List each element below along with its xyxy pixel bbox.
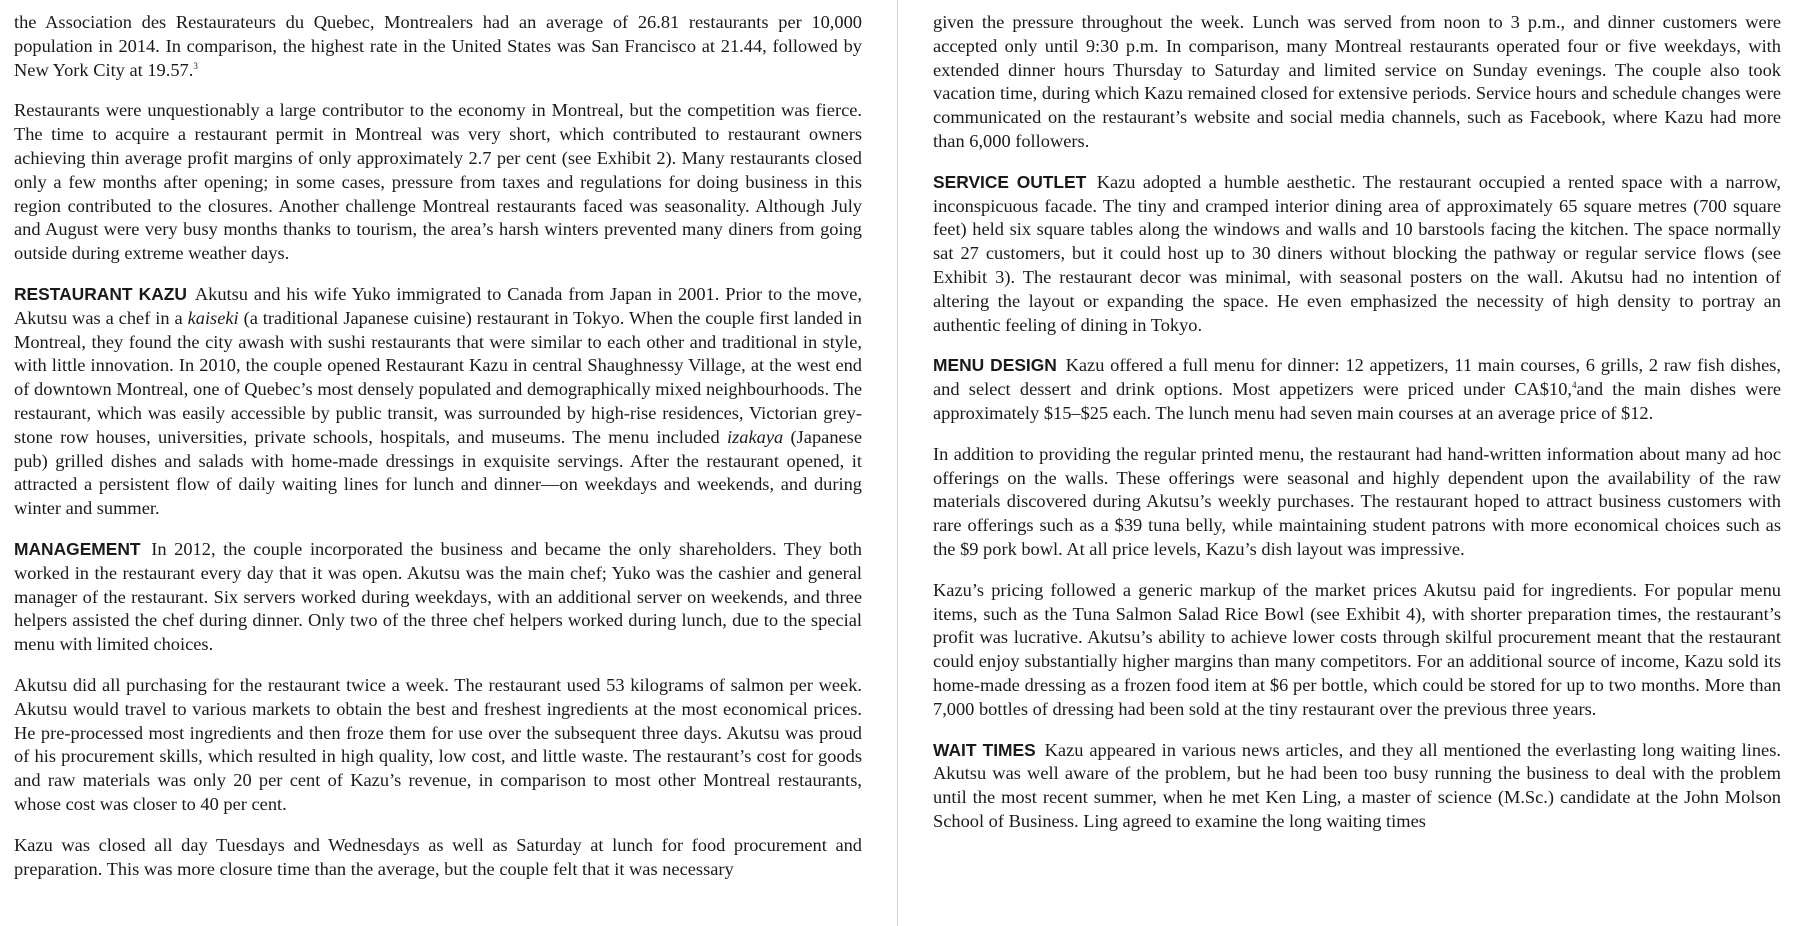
paragraph-purchasing: Akutsu did all purchasing for the restaurant twice a week. The restaurant used 53 kilograms of salmon per week. Akutsu would travel to various markets to obtain the best and freshest ingredients at the most economical prices. He pre-processed most ingredients and then froze them for use over the subsequent three days. Akutsu was proud of his procurement skills, which resulted in high quality, low cost, and little waste. The restaurant’s cost for goods and raw materials was only 20 per cent of Kazu’s revenue, in comparison to most other Montreal restaurants, whose cost was closer to 40 per cent. (14, 674, 862, 814)
left-column (14, 11, 862, 898)
paragraph-service-hours: given the pressure throughout the week. Lunch was served from noon to 3 p.m., and dinner customers were accepted only until 9:30 p.m. In comparison, many Montreal restaurants operated four or five weekdays, with extended dinner hours Thursday to Saturday and limited service on Sunday evenings. The couple also took vacation time, during which Kazu remained closed for extensive periods. Service hours and schedule changes were communicated on the restaurant’s website and social media channels, such as Facebook, where Kazu had more than 6,000 followers. (933, 12, 1781, 151)
column-divider (897, 0, 898, 926)
section-heading: MANAGEMENT (14, 538, 141, 559)
paragraph-text: (a traditional Japanese cuisine) restaurant in Tokyo. When the couple first landed in Montreal, they found the city awash with sushi restaurants that were similar to each other and traditional in style, with little innovation. In 2010, the couple opened Restaurant Kazu in central Shaughnessy Village, at the west end of downtown Montreal, one of Quebec’s most densely populated and demographically mixed neighbourhoods. The restaurant, which was easily accessible by public transit, was surrounded by high-rise residences, Victorian grey-stone row houses, universities, private schools, hospitals, and museums. The menu included (14, 307, 862, 447)
italic-term: kaiseki (187, 307, 239, 328)
section-management (14, 538, 862, 657)
paragraph-handwritten-offerings: In addition to providing the regular printed menu, the restaurant had hand-written information about many ad hoc offerings on the walls. These offerings were seasonal and highly dependent upon the availability of the raw materials discovered during Akutsu’s weekly purchases. The restaurant hoped to attract business customers with rare offerings such as a $39 tuna belly, while maintaining student patrons with more economical choices such as the $9 pork bowl. At all price levels, Kazu’s dish layout was impressive. (933, 443, 1781, 559)
section-heading: MENU DESIGN (933, 355, 1057, 376)
section-heading: SERVICE OUTLET (933, 171, 1087, 192)
paragraph-text: (Japanese pub) grilled dishes and salads with home-made dressings in exquisite servings. After the restaurant opened, it attracted a persistent flow of daily waiting lines for lunch and dinner—on weekdays and weekends, and during winter and summer. (14, 426, 862, 519)
paragraph-text: In 2012, the couple incorporated the business and became the only shareholders. They both worked in the restaurant every day that it was open. Akutsu was the main chef; Yuko was the cashier and general manager of the restaurant. Six servers worked during weekdays, with an additional server on weekends, and three helpers assisted the chef during dinner. Only two of the three chef helpers worked during lunch, due to the special menu with limited choices. (14, 538, 862, 655)
section-heading: RESTAURANT KAZU (14, 283, 187, 304)
paragraph-pricing: Kazu’s pricing followed a generic markup of the market prices Akutsu paid for ingredients. For popular menu items, such as the Tuna Salmon Salad Rice Bowl (see Exhibit 4), with shorter preparation times, the restaurant’s profit was lucrative. Akutsu’s ability to achieve lower costs through skilful procurement meant that the restaurant could enjoy substantially higher margins than many competitors. For an additional source of income, Kazu sold its home-made dressing as a frozen food item at $6 per bottle, which could be stored for up to two months. More than 7,000 bottles of dressing had been sold at the tiny restaurant over the previous three years. (933, 579, 1781, 719)
section-heading: WAIT TIMES (933, 739, 1036, 760)
right-column (933, 11, 1781, 851)
section-menu-design (933, 354, 1781, 425)
paragraph-text: Kazu appeared in various news articles, and they all mentioned the everlasting long waiting lines. Akutsu was well aware of the problem, but he had been too busy running the business to deal with the problem until the most recent summer, when he met Ken Ling, a master of science (M.Sc.) candidate at the John Molson School of Business. Ling agreed to examine the long waiting times (933, 739, 1781, 831)
paragraph-competition: Restaurants were unquestionably a large contributor to the economy in Montreal, but the competition was fierce. The time to acquire a restaurant permit in Montreal was very short, which contributed to restaurant owners achieving thin average profit margins of only approximately 2.7 per cent (see Exhibit 2). Many restaurants closed only a few months after opening; in some cases, pressure from taxes and regulations for doing business in this region contributed to the closures. Another challenge Montreal restaurants faced was seasonality. Although July and August were very busy months thanks to tourism, the area’s harsh winters prevented many diners from going outside during extreme weather days. (14, 100, 862, 264)
footnote-marker[interactable]: 4 (1572, 380, 1577, 391)
section-restaurant-kazu (14, 283, 862, 521)
paragraph-restaurant-density (14, 11, 862, 82)
section-wait-times (933, 739, 1781, 834)
paragraph-text: Kazu adopted a humble aesthetic. The restaurant occupied a rented space with a narrow, inconspicuous facade. The tiny and cramped interior dining area of approximately 65 square metres (700 square feet) held six square tables along the windows and walls and 10 barstools facing the kitchen. The space normally sat 27 customers, but it could host up to 30 diners without blocking the pathway or regular service flows (see Exhibit 3). The restaurant decor was minimal, with seasonal posters on the wall. Akutsu had no intention of altering the layout or expanding the space. He even emphasized the necessity of high density to portray an authentic feeling of dining in Tokyo. (933, 171, 1782, 335)
section-service-outlet (933, 171, 1781, 338)
italic-term: izakaya (727, 426, 784, 447)
paragraph-text: Akutsu and his wife Yuko immigrated to Canada from Japan in 2001. Prior to the move, Akutsu was a chef in a (14, 283, 862, 328)
footnote-marker[interactable]: 3 (193, 60, 198, 71)
paragraph-closure-days: Kazu was closed all day Tuesdays and Wednesdays as well as Saturday at lunch for food procurement and preparation. This was more closure time than the average, but the couple felt that it was necessary (14, 834, 862, 879)
paragraph-text: and the main dishes were approximately $15–$25 each. The lunch menu had seven main courses at an average price of $12. (933, 379, 1781, 423)
paragraph-text: Kazu offered a full menu for dinner: 12 appetizers, 11 main courses, 6 grills, 2 raw fish dishes, and select dessert and drink options. Most appetizers were priced under CA$10, (933, 355, 1781, 400)
paragraph-text: the Association des Restaurateurs du Quebec, Montrealers had an average of 26.81 restaurants per 10,000 population in 2014. In comparison, the highest rate in the United States was San Francisco at 21.44, followed by New York City at 19.57. (14, 12, 862, 80)
